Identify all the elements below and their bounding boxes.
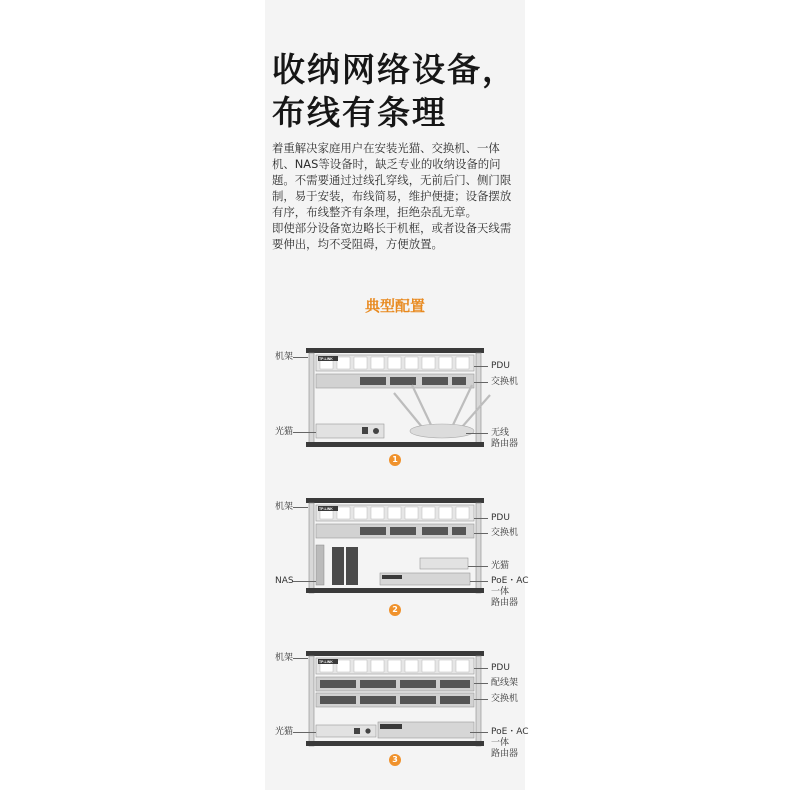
leader-line [468, 566, 488, 567]
label-rack: 机架 [275, 502, 294, 512]
tplink-logo: TP-LINK [319, 660, 333, 664]
config-number-badge: 2 [389, 604, 401, 616]
headline [272, 48, 517, 134]
label-switch: 交换机 [491, 377, 519, 387]
leader-line [474, 518, 488, 519]
label-switch: 交换机 [491, 528, 519, 538]
config-number-badge: 1 [389, 454, 401, 466]
leader-line [470, 581, 488, 582]
label-poe-router: PoE・AC 一体 路由器 [491, 576, 529, 608]
label-modem: 光猫 [491, 561, 510, 571]
tplink-logo: TP-LINK [319, 507, 333, 511]
headline-line-2: 布线有条理 [272, 93, 447, 132]
tplink-logo: TP-LINK [319, 357, 333, 361]
leader-line [474, 366, 488, 367]
leader-line [474, 382, 488, 383]
label-pdu: PDU [491, 663, 510, 673]
leader-line [474, 668, 488, 669]
label-rack: 机架 [275, 653, 294, 663]
leader-line [474, 699, 488, 700]
leader-line [293, 432, 316, 433]
leader-line [293, 658, 308, 659]
leader-line [470, 732, 488, 733]
description-paragraph-2: 即使部分设备宽边略长于机框，或者设备天线需要伸出，均不受阻碍，方便放置。 [272, 221, 512, 251]
description-paragraph-1: 着重解决家庭用户在安装光猫、交换机、一体机、NAS等设备时，缺乏专业的收纳设备的问题。不需要通过过线孔穿线，无前后门、侧门限制，易于安装，布线简易，维护便捷；设备摆放有序，布线整齐有条理，拒绝杂乱无章。 [272, 141, 512, 219]
leader-line [293, 357, 308, 358]
label-rack: 机架 [275, 352, 294, 362]
leader-line [474, 683, 488, 684]
leader-line [293, 507, 308, 508]
label-wireless-router: 无线 路由器 [491, 428, 519, 449]
label-modem: 光猫 [275, 427, 294, 437]
label-switch: 交换机 [491, 694, 519, 704]
config-number-badge: 3 [389, 754, 401, 766]
label-patch-panel: 配线架 [491, 678, 519, 688]
label-pdu: PDU [491, 361, 510, 371]
label-nas: NAS [275, 576, 294, 586]
leader-line [293, 581, 316, 582]
leader-line [293, 732, 316, 733]
headline-line-1: 收纳网络设备， [272, 50, 517, 89]
label-pdu: PDU [491, 513, 510, 523]
description [272, 140, 522, 252]
label-modem: 光猫 [275, 727, 294, 737]
section-title: 典型配置 [364, 297, 425, 315]
leader-line [474, 533, 488, 534]
label-poe-router: PoE・AC 一体 路由器 [491, 727, 529, 759]
leader-line [466, 433, 488, 434]
